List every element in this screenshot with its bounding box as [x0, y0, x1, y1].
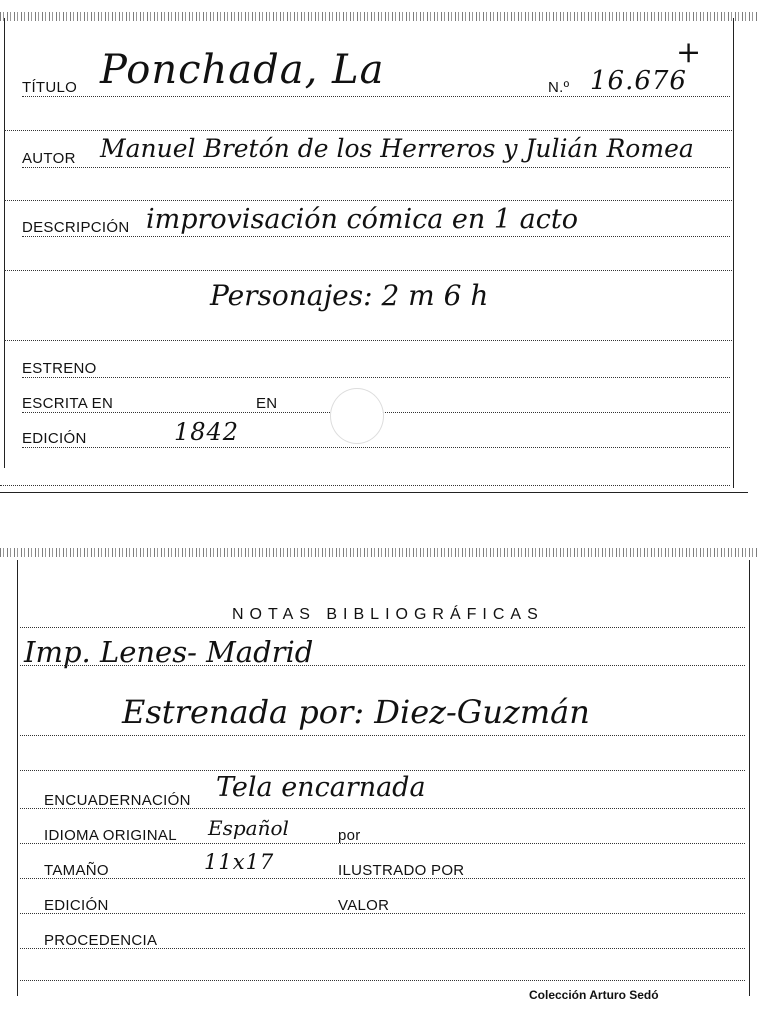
valor-label: VALOR — [338, 897, 390, 914]
blank-stamp-spot — [330, 388, 384, 444]
card1-right-edge — [733, 18, 734, 488]
titulo-rule — [22, 96, 730, 97]
numero-value: 16.676 — [590, 66, 687, 96]
autor-value: Manuel Bretón de los Herreros y Julián Romea — [100, 134, 694, 163]
card1-bottom-rule — [0, 485, 730, 486]
estreno-rule — [22, 377, 730, 378]
notas-rule-4 — [20, 770, 745, 771]
tamano-label: TAMAÑO — [44, 862, 109, 879]
titulo-label: TÍTULO — [22, 79, 78, 96]
autor-label: AUTOR — [22, 150, 76, 167]
edicion-value: 1842 — [174, 418, 240, 446]
cross-mark: + — [676, 35, 703, 70]
titulo-value: Ponchada, La — [100, 47, 385, 93]
card2-left-edge — [17, 560, 18, 996]
card1-left-edge — [4, 18, 5, 468]
note-estrenada: Estrenada por: Diez-Guzmán — [122, 693, 590, 731]
procedencia-rule — [20, 948, 745, 949]
idioma-rule — [20, 843, 745, 844]
edicion2-rule — [20, 913, 745, 914]
rule-5 — [4, 340, 732, 341]
notas-rule-3 — [20, 735, 745, 736]
note-imp: Imp. Lenes- Madrid — [24, 635, 314, 669]
ilustrado-label: ILUSTRADO POR — [338, 862, 465, 879]
encuadernacion-value: Tela encarnada — [216, 772, 426, 803]
tamano-rule — [20, 878, 745, 879]
descripcion-rule — [22, 236, 730, 237]
rule-3 — [4, 200, 732, 201]
edicion2-label: EDICIÓN — [44, 897, 109, 914]
rule-2 — [4, 130, 732, 131]
card-separator — [0, 492, 748, 493]
notas-rule-2 — [20, 665, 745, 666]
numero-label: N.º — [548, 79, 570, 96]
idioma-label: IDIOMA ORIGINAL — [44, 827, 177, 844]
rule-4 — [4, 270, 732, 271]
escrita-label: ESCRITA EN — [22, 395, 114, 412]
descripcion-label: DESCRIPCIÓN — [22, 219, 130, 236]
tamano-value: 11x17 — [204, 850, 275, 874]
notas-heading: NOTAS BIBLIOGRÁFICAS — [232, 606, 544, 623]
encuadernacion-rule — [20, 808, 745, 809]
encuadernacion-label: ENCUADERNACIÓN — [44, 792, 191, 809]
edicion-rule — [22, 447, 730, 448]
card2-top-noise — [0, 548, 759, 557]
edicion-label: EDICIÓN — [22, 430, 87, 447]
notas-rule-1 — [20, 627, 745, 628]
top-edge-noise — [0, 12, 759, 21]
estreno-label: ESTRENO — [22, 360, 97, 377]
descripcion-value: improvisación cómica en 1 acto — [146, 204, 578, 235]
en-label: EN — [256, 395, 278, 412]
personajes-value: Personajes: 2 m 6 h — [210, 279, 489, 312]
por-label: por — [338, 827, 361, 844]
collection-footer: Colección Arturo Sedó — [529, 988, 659, 1002]
procedencia-label: PROCEDENCIA — [44, 932, 158, 949]
idioma-value: Español — [208, 816, 289, 840]
autor-rule — [22, 167, 730, 168]
card2-bottom-rule — [20, 980, 745, 981]
card2-right-edge — [749, 560, 750, 996]
